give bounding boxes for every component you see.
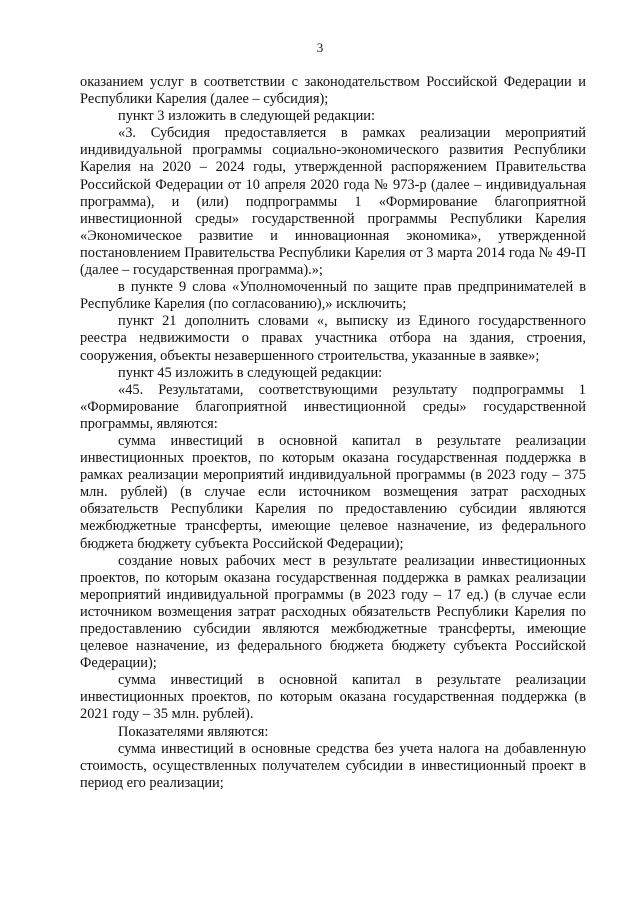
paragraph-6: пункт 45 изложить в следующей редакции: bbox=[118, 364, 383, 381]
paragraph-5: пункт 21 дополнить словами «, выписку из Единого государственного реестра недвижимости о правах участника отбора на здания, строения, сооружения, объекты незавершенного строительства, указанные в заявке»; bbox=[80, 313, 586, 364]
paragraph-4: в пункте 9 слова «Уполномоченный по защите прав предпринимателей в Республике Карелия (по согласованию),» исключить; bbox=[80, 279, 586, 313]
document-body bbox=[80, 74, 586, 792]
paragraph-9: создание новых рабочих мест в результате реализации инвестиционных проектов, по которым оказана государственная поддержка в рамках реализации мероприятий индивидуальной программы (в 2023 году – 17 ед.) (в случае если источником возмещения затрат расходных обязательств Республики Карелия по предоставлению субсидии являются межбюджетные трансферты, имеющие целевое назначение, из федерального бюджета бюджету субъекта Российской Федерации); bbox=[80, 552, 586, 672]
paragraph-7: «45. Результатами, соответствующими результату подпрограммы 1 «Формирование благоприятной инвестиционной среды» государственной программы, являются: bbox=[80, 381, 586, 432]
paragraph-12: сумма инвестиций в основные средства без учета налога на добавленную стоимость, осуществленных получателем субсидии в инвестиционный проект в период его реализации; bbox=[80, 740, 586, 791]
paragraph-3: «3. Субсидия предоставляется в рамках реализации мероприятий индивидуальной программы социально-экономического развития Республики Карелия на 2020 – 2024 годы, утвержденной распоряжением Правительства Российской Федерации от 10 апреля 2020 года № 973-р (далее – индивидуальная программа), и (или) подпрограммы 1 «Формирование благоприятной инвестиционной среды» государственной программы Республики Карелия «Экономическое развитие и инновационная экономика», утвержденной постановлением Правительства Республики Карелия от 3 марта 2014 года № 49-П (далее – государственная программа).»; bbox=[80, 125, 586, 279]
paragraph-10: сумма инвестиций в основной капитал в результате реализации инвестиционных проектов, по которым оказана государственная поддержка (в 2021 году – 35 млн. рублей). bbox=[80, 672, 586, 723]
paragraph-11: Показателями являются: bbox=[118, 723, 269, 740]
page-number: 3 bbox=[316, 40, 324, 55]
paragraph-1: оказанием услуг в соответствии с законодательством Российской Федерации и Республики Карелия (далее – субсидия); bbox=[80, 74, 586, 108]
paragraph-2: пункт 3 изложить в следующей редакции: bbox=[118, 108, 375, 125]
paragraph-8: сумма инвестиций в основной капитал в результате реализации инвестиционных проектов, по которым оказана государственная поддержка в рамках реализации мероприятий индивидуальной программы (в 2023 году – 375 млн. рублей) (в случае если источником возмещения затрат расходных обязательств Республики Карелия по предоставлению субсидии являются межбюджетные трансферты, имеющие целевое назначение, из федерального бюджета бюджету субъекта Российской Федерации); bbox=[80, 432, 586, 552]
